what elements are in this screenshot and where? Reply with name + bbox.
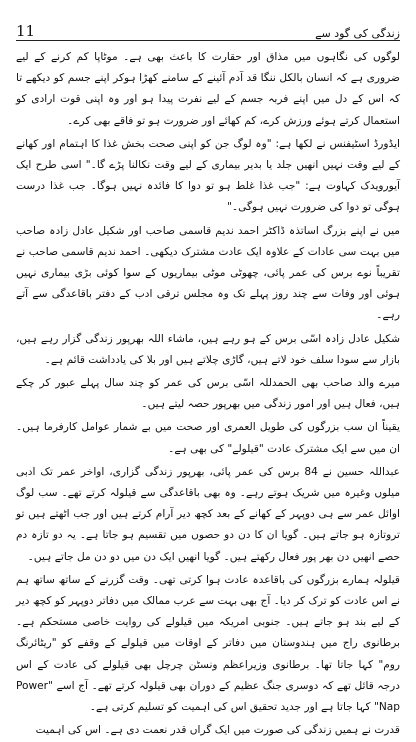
- page-number: 11: [16, 22, 36, 40]
- paragraph-1: لوگوں کی نگاہوں میں مذاق اور حقارت کا باعث بھی ہے۔ موٹاپا کم کرنے کے لیے ضروری ہے کہ انسان بالکل ننگا قد آدم آئینے کے سامنے کھڑا ہوکر اپنے جسم کو دیکھے تا کہ اس کے دل میں اپنے فربہ جسم کے لیے نفرت پیدا ہو اور وہ اپنی قوت ارادی کو استعمال کرتے ہوئے ورزش کرے، کم کھائے اور ضرورت ہو تو فاقے بھی کرے۔: [16, 51, 400, 127]
- paragraph-3: میں نے اپنے بزرگ اساتذہ ڈاکٹر احمد ندیم قاسمی صاحب اور شکیل عادل زادہ صاحب میں بہت سی عادات کے علاوہ ایک عادت مشترک دیکھی۔ احمد ندیم قاسمی صاحب نے تقریباً نوے برس کی عمر پائی، چھوٹی موٹی بیماریوں کے سوا کوئی بڑی بیماری نہیں ہوئی اور وفات سے چند روز پہلے تک وہ مجلس ترقی ادب کے دفتر باقاعدگی سے آتے رہے۔: [16, 224, 400, 322]
- paragraph-8: قیلولہ ہمارے بزرگوں کی باقاعدہ عادت ہوا کرتی تھی۔ وقت گزرنے کے ساتھ ساتھ ہم نے اس عادت کو ترک کر دیا۔ آج بھی بہت سے عرب ممالک میں دفاتر دوپہر کو کچھ دیر کے لیے بند ہو جاتے ہیں۔ جنوبی امریکہ میں قیلولے کی روایت خاصی مستحکم ہے۔ برطانوی راج میں ہندوستان میں دفاتر کے اوقات میں قیلولے کے وقفے کو "ریٹائرنگ روم" کہا جاتا تھا۔ برطانوی وزیراعظم ونسٹن چرچل بھی قیلولے کی عادت کے اس درجہ قائل تھے کہ دوسری جنگ عظیم کے دوران بھی قیلولہ کرتے تھے۔ آج اسے "Power Nap" کہا جاتا ہے اور جدید تحقیق اس کی اہمیت کو تسلیم کرتی ہے۔: [16, 573, 400, 714]
- paragraph-9: قدرت نے ہمیں زندگی کی صورت میں ایک گراں قدر نعمت دی ہے۔ اس کی اہمیت: [35, 724, 400, 737]
- page-body: [16, 47, 400, 742]
- paragraph-5: میرے والد صاحب بھی الحمدللہ اسّی برس کی عمر کو چند سال پہلے عبور کر چکے ہیں، فعال ہیں اور امور زندگی میں بھرپور حصہ لیتے ہیں۔: [16, 377, 400, 411]
- paragraph-7: عبداللہ حسین نے 84 برس کی عمر پائی، بھرپور زندگی گزاری، اواخر عمر تک ادبی میلوں وغیرہ میں شریک ہوتے رہے۔ وہ بھی باقاعدگی سے قیلولہ کرتے تھے۔ سب لوگ اوائل عمر سے ہی دوپہر کے کھانے کے بعد کچھ دیر آرام کرتے ہیں اور جب اٹھتے ہیں تو تروتازہ ہو جاتے ہیں۔ گویا ان کا دن دو حصوں میں تقسیم ہو جاتا ہے۔ یہ دو تازہ دم حصے انھیں دن بھر پور فعال رکھتے ہیں۔ گویا انھیں ایک دن میں دو دن مل جاتے ہیں۔: [16, 465, 400, 563]
- page-header: [16, 12, 400, 41]
- running-title: زندگی کی گود سے: [315, 27, 400, 40]
- paragraph-4: شکیل عادل زادہ اسّی برس کے ہو رہے ہیں، ماشاء اللہ بھرپور زندگی گزار رہے ہیں، بازار سے سودا سلف خود لاتے ہیں، گاڑی چلاتے ہیں اور بلا کی یادداشت قائم ہے۔: [16, 332, 400, 366]
- paragraph-6: یقیناً ان سب بزرگوں کی طویل العمری اور صحت میں بے شمار عوامل کارفرما ہیں۔ ان میں سے ایک مشترک عادت "قیلولے" کی بھی ہے۔: [16, 421, 400, 455]
- paragraph-2: ایڈورڈ اسٹیفنس نے لکھا ہے: "وہ لوگ جن کو اپنی صحت بخش غذا کا اہتمام اور کھانے کے لیے وقت نہیں انھیں جلد یا بدیر بیماری کے لیے وقت نکالنا پڑے گا۔" اسی طرح ایک آیورویدک کہاوت ہے: "جب غذا غلط ہو تو دوا کا فائدہ نہیں ہوگا۔ جب غذا درست ہوگی تو دوا کی ضرورت نہیں ہوگی۔": [16, 137, 400, 214]
